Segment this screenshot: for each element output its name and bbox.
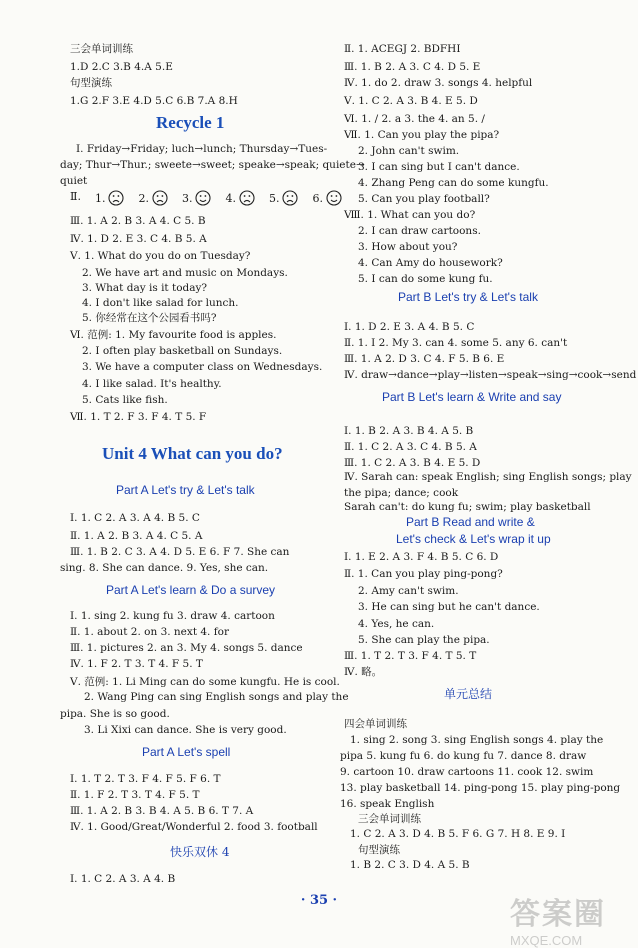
answer-line: 句型演练 (358, 844, 400, 856)
faces-label: Ⅱ. (70, 190, 81, 203)
answer-line: Ⅲ. 1. B 2. C 3. A 4. D 5. E 6. F 7. She can (70, 546, 290, 558)
answer-line: Ⅰ. 1. sing 2. kung fu 3. draw 4. cartoon (70, 610, 275, 622)
section-heading: 单元总结 (444, 687, 493, 701)
answer-line: Ⅲ. 1. A 2. B 3. B 4. A 5. B 6. T 7. A (70, 805, 254, 817)
answer-line: Ⅳ. 1. Good/Great/Wonderful 2. food 3. football (70, 821, 318, 833)
answer-line: 三会单词训练 (70, 43, 133, 55)
answer-line: 4. Can Amy do housework? (358, 257, 503, 269)
answer-line: Ⅳ. Sarah can: speak English; sing English songs; play (344, 471, 632, 483)
face-number: 6. (312, 191, 323, 205)
sad-face-icon (95, 190, 125, 206)
section-heading: Part A Let's try & Let's talk (116, 483, 255, 497)
answer-line: 四会单词训练 (344, 718, 407, 730)
answer-line: Ⅰ. Friday→Friday; luch→lunch; Thursday→Tues- (76, 143, 328, 155)
answer-line: 1. sing 2. song 3. sing English songs 4. play the (350, 734, 604, 746)
answer-line: 2. John can't swim. (358, 145, 460, 157)
answer-line: Ⅱ. 1. A 2. B 3. A 4. C 5. A (70, 530, 203, 542)
answer-line: 1. C 2. A 3. D 4. B 5. F 6. G 7. H 8. E 9. I (350, 828, 566, 840)
face-number: 1. (94, 191, 106, 205)
face-answers-row (70, 190, 342, 206)
happy-face-icon (312, 190, 342, 206)
sad-face-icon (225, 190, 255, 206)
answer-line: 5. Can you play football? (358, 193, 490, 205)
section-heading: 快乐双休 4 (170, 845, 230, 859)
answer-line: 3. How about you? (358, 241, 458, 253)
answer-line: 4. Yes, he can. (358, 618, 435, 630)
answer-line: 1.D 2.C 3.B 4.A 5.E (70, 61, 173, 73)
section-heading: Part A Let's spell (142, 745, 231, 759)
face-number: 3. (181, 191, 193, 205)
answer-line: Ⅳ. draw→dance→play→listen→speak→sing→cook→send (344, 369, 637, 381)
answer-line: Ⅲ. 1. pictures 2. an 3. My 4. songs 5. dance (70, 642, 303, 654)
page-number: · 35 · (300, 893, 338, 908)
answer-line: Ⅴ. 范例: 1. Li Ming can do some kungfu. He is cool. (70, 676, 340, 688)
answer-line: 4. I don't like salad for lunch. (82, 297, 239, 309)
face-number: 2. (138, 191, 149, 205)
section-heading: Part B Read and write & (406, 515, 535, 529)
answer-line: 三会单词训练 (358, 813, 421, 825)
answer-line: Ⅰ. 1. B 2. A 3. B 4. A 5. B (344, 425, 474, 437)
answer-line: Ⅵ. 范例: 1. My favourite food is apples. (70, 329, 277, 341)
answer-line: Ⅳ. 1. do 2. draw 3. songs 4. helpful (344, 77, 533, 89)
answer-line: quiet (60, 175, 88, 187)
answer-line: 5. I can do some kung fu. (358, 273, 493, 285)
answer-line: 3. He can sing but he can't dance. (358, 601, 540, 613)
answer-line: Ⅳ. 1. D 2. E 3. C 4. B 5. A (70, 233, 207, 245)
answer-line: Ⅱ. 1. F 2. T 3. T 4. F 5. T (70, 789, 200, 801)
answer-line: Ⅳ. 1. F 2. T 3. T 4. F 5. T (70, 658, 203, 670)
answer-line: Ⅰ. 1. C 2. A 3. A 4. B 5. C (70, 512, 200, 524)
answer-line: 5. 你经常在这个公园看书吗? (82, 312, 217, 324)
answer-line: Ⅱ. 1. Can you play ping-pong? (344, 568, 503, 580)
answer-line: Ⅰ. 1. D 2. E 3. A 4. B 5. C (344, 321, 475, 333)
answer-line: 2. Wang Ping can sing English songs and play the (84, 691, 349, 703)
answer-line: day; Thur→Thur.; sweete→sweet; speake→speak; quiete→ (60, 159, 365, 171)
answer-line: 5. She can play the pipa. (358, 634, 490, 646)
answer-line: 2. I can draw cartoons. (358, 225, 481, 237)
watermark-url: MXQE.COM (510, 933, 583, 948)
answer-line: Ⅴ. 1. What do you do on Tuesday? (70, 250, 251, 262)
answer-line: the pipa; dance; cook (344, 487, 459, 499)
sad-face-icon (269, 190, 299, 206)
happy-face-icon (182, 190, 212, 206)
answer-line: pipa. She is so good. (60, 708, 170, 720)
watermark-logo-text: 答案圈 (510, 898, 606, 931)
answer-line: Ⅶ. 1. Can you play the pipa? (344, 129, 500, 141)
answer-line: 2. We have art and music on Mondays. (82, 267, 288, 279)
answer-line: Ⅳ. 略。 (344, 666, 383, 678)
answer-line: Ⅱ. 1. ACEGJ 2. BDFHI (344, 43, 461, 55)
answer-line: pipa 5. kung fu 6. do kung fu 7. dance 8. draw (340, 750, 587, 762)
answer-line: 16. speak English (340, 798, 435, 810)
answer-line: Ⅲ. 1. A 2. B 3. A 4. C 5. B (70, 215, 206, 227)
section-heading: Let's check & Let's wrap it up (396, 532, 551, 546)
answer-line: 3. Li Xixi can dance. She is very good. (84, 724, 287, 736)
answer-line: 3. I can sing but I can't dance. (358, 161, 520, 173)
answer-line: Ⅵ. 1. / 2. a 3. the 4. an 5. / (344, 113, 485, 125)
answer-line: Sarah can't: do kung fu; swim; play basketball (344, 501, 591, 513)
answer-line: Ⅴ. 1. C 2. A 3. B 4. E 5. D (344, 95, 478, 107)
answer-line: Ⅱ. 1. I 2. My 3. can 4. some 5. any 6. can't (344, 337, 568, 349)
answer-line: 4. Zhang Peng can do some kungfu. (358, 177, 549, 189)
answer-line: 1. B 2. C 3. D 4. A 5. B (350, 859, 470, 871)
answer-line: Ⅱ. 1. about 2. on 3. next 4. for (70, 626, 229, 638)
answer-line: 1.G 2.F 3.E 4.D 5.C 6.B 7.A 8.H (70, 95, 238, 107)
section-heading: Part B Let's learn & Write and say (382, 390, 562, 404)
section-heading: Recycle 1 (156, 113, 225, 132)
face-number: 4. (225, 191, 236, 205)
answer-line: Ⅲ. 1. C 2. A 3. B 4. E 5. D (344, 457, 481, 469)
answer-line: Ⅲ. 1. B 2. A 3. C 4. D 5. E (344, 61, 481, 73)
answer-line: 3. We have a computer class on Wednesdays. (82, 361, 323, 373)
section-heading: Part B Let's try & Let's talk (398, 290, 538, 304)
sad-face-icon (138, 190, 168, 206)
answer-line: 5. Cats like fish. (82, 394, 168, 406)
answer-line: Ⅰ. 1. E 2. A 3. F 4. B 5. C 6. D (344, 551, 499, 563)
answer-line: Ⅰ. 1. T 2. T 3. F 4. F 5. F 6. T (70, 773, 221, 785)
answer-line: 2. Amy can't swim. (358, 585, 459, 597)
answer-line: 9. cartoon 10. draw cartoons 11. cook 12. swim (340, 766, 594, 778)
answer-line: 句型演练 (70, 77, 112, 89)
answer-line: Ⅲ. 1. T 2. T 3. F 4. T 5. T (344, 650, 477, 662)
answer-line: Ⅷ. 1. What can you do? (344, 209, 476, 221)
answer-line: Ⅱ. 1. C 2. A 3. C 4. B 5. A (344, 441, 477, 453)
right-column (340, 0, 637, 900)
answer-line: 2. I often play basketball on Sundays. (82, 345, 283, 357)
answer-line: sing. 8. She can dance. 9. Yes, she can. (60, 562, 269, 574)
face-number: 5. (268, 191, 280, 205)
watermark (510, 889, 630, 948)
answer-line: 13. play basketball 14. ping-pong 15. play ping-pong (340, 782, 621, 794)
answer-line: 4. I like salad. It's healthy. (82, 378, 222, 390)
section-heading: Part A Let's learn & Do a survey (106, 583, 276, 597)
section-heading: Unit 4 What can you do? (102, 444, 283, 463)
answer-line: 3. What day is it today? (82, 282, 208, 294)
answer-line: Ⅲ. 1. A 2. D 3. C 4. F 5. B 6. E (344, 353, 505, 365)
answer-line: Ⅰ. 1. C 2. A 3. A 4. B (70, 873, 176, 885)
answer-line: Ⅶ. 1. T 2. F 3. F 4. T 5. F (70, 411, 207, 423)
